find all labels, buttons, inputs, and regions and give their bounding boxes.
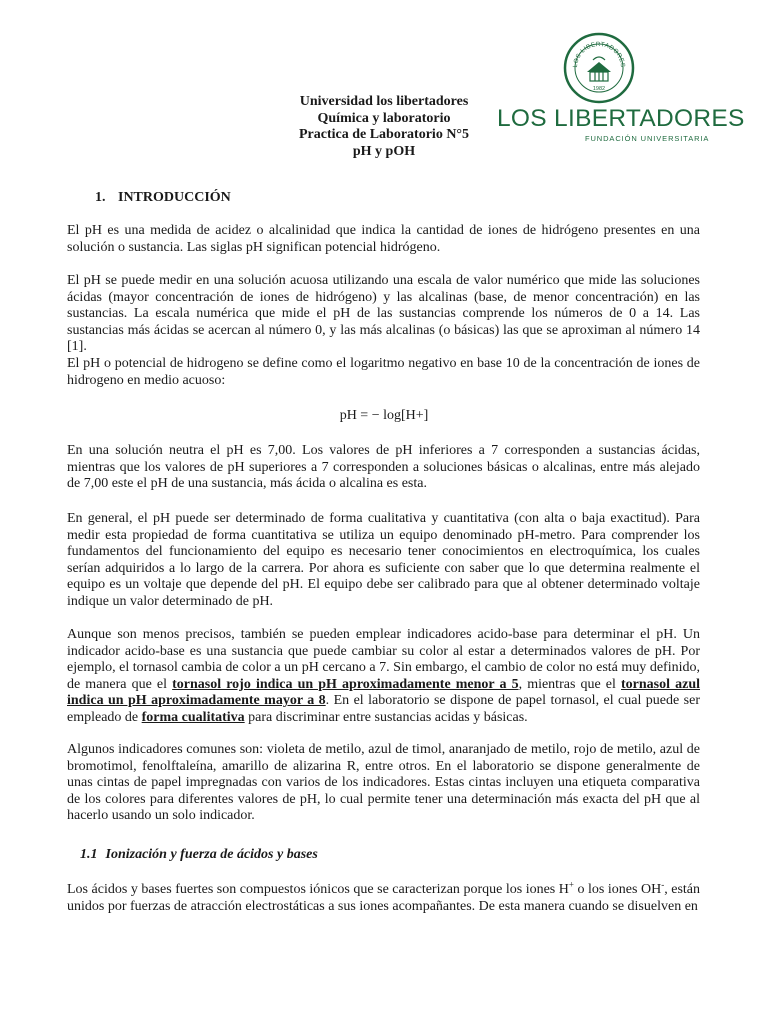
section-title: INTRODUCCIÓN (118, 190, 231, 205)
p6-text-2: , mientras que el (518, 676, 622, 692)
header-university: Universidad los libertadores (299, 94, 469, 109)
university-seal-icon (563, 32, 635, 104)
header-course: Química y laboratorio (317, 110, 451, 126)
paragraph-1: El pH es una medida de acidez o alcalinidad que indica la cantidad de iones de hidrógeno presentes en una solución o sustancia. Las siglas pH significan potencial hidrógeno. (67, 223, 700, 255)
p6-text-4: para discriminar entre sustancias acidas y básicas. (244, 709, 528, 725)
p8-superscript-plus: + (568, 879, 574, 890)
subsection-title: Ionización y fuerza de ácidos y bases (105, 847, 318, 862)
p6-text-3: . En el laboratorio se dispone de papel tornasol, el cual puede ser empleado de (67, 693, 700, 725)
header-practice: Practica de Laboratorio N°5 (298, 127, 470, 142)
document-header (250, 94, 518, 160)
p6-emphasis-forma-cualitativa: forma cualitativa (141, 709, 245, 725)
header-topic: pH y pOH (352, 143, 416, 159)
paragraph-2: El pH se puede medir en una solución acuosa utilizando una escala de valor numérico que mide las soluciones ácidas (mayor concentración de iones de hidrógeno) y las alcalinas (base, de menor concentración) en las sustancias. La escala numérica que mide el pH de las sustancias comprende los números de 0 a 14. Las sustancias más ácidas se acercan al número 0, y las más alcalinas (o básicas) las que se aproximan al número 14 [1]. (67, 273, 700, 354)
logo-subtitle: FUNDACIÓN UNIVERSITARIA (585, 134, 710, 143)
paragraph-7: Algunos indicadores comunes son: violeta de metilo, azul de timol, anaranjado de metilo, rojo de metilo, azul de bromotimol, fenolftaleína, amarillo de alizarina R, entre otros. En el laboratorio se dispone generalmente de unas cintas de papel impregnadas con varios de los indicadores. Estas cintas incluyen una etiqueta comparativa de los colores para diferentes valores de pH, lo cual permite tener una determinación más exacta del pH que al hacerlo usando un solo indicador. (67, 742, 700, 823)
university-logo (497, 32, 745, 147)
p6-emphasis-tornasol-azul: tornasol azul indica un pH aproximadamente mayor a 8 (67, 676, 701, 708)
seal-top-text: LOS LIBERTADORES (571, 40, 627, 68)
seal-year: 1982 (592, 86, 606, 92)
logo-brand-text: LOS LIBERTADORES (497, 105, 745, 132)
p6-text-1: Aunque son menos precisos, también se pueden emplear indicadores acido-base para determinar el pH. Un indicador acido-base es una sustancia que puede cambiar su color al estar a determinados valores de pH. Por ejemplo, el tornasol cambia de color a un pH cercano a 7. Sin embargo, el cambio de color no está muy definido, de manera que el (67, 627, 700, 692)
paragraph-8 (67, 879, 700, 915)
paragraph-5: En general, el pH puede ser determinado de forma cualitativa y cuantitativa (con alta o baja exactitud). Para medir esta propiedad de forma cuantitativa se utiliza un equipo denominado pH-metro. Para comprender los fundamentos del funcionamiento del equipo es necesario tener conocimientos en electroquímica, los cuales serían adquiridos a lo largo de la carrera. Por ahora es suficiente con saber que lo que determina realmente el equipo es un voltaje que depende del pH. El equipo debe ser calibrado para que al obtener determinado voltaje indique un valor determinado de pH. (67, 511, 700, 609)
paragraph-4: En una solución neutra el pH es 7,00. Los valores de pH inferiores a 7 corresponden a sustancias ácidas, mientras que los valores de pH superiores a 7 corresponden a soluciones básicas o alcalinas, entre más alejado de 7,00 este el pH de una sustancia, más ácida o alcalina es esta. (67, 443, 700, 491)
section-heading-introduccion (95, 190, 231, 206)
p8-superscript-minus: - (661, 879, 665, 890)
p6-emphasis-tornasol-rojo: tornasol rojo indica un pH aproximadamente menor a 5 (172, 676, 519, 692)
paragraph-3: El pH o potencial de hidrogeno se define como el logaritmo negativo en base 10 de la concentración de iones de hidrogeno en medio acuoso: (67, 356, 700, 388)
section-number: 1. (95, 190, 106, 205)
subsection-number: 1.1 (80, 847, 98, 862)
p8-text-3: , están unidos por fuerzas de atracción electrostáticas a sus iones acompañantes. De esta manera cuando se disuelven en (67, 882, 700, 914)
ph-formula: pH = − log[H+] (339, 408, 429, 423)
p8-text-2: o los iones OH (573, 882, 662, 897)
paragraph-6 (67, 627, 700, 726)
subsection-heading-ionizacion (80, 847, 318, 863)
p8-text-1: Los ácidos y bases fuertes son compuestos iónicos que se caracterizan porque los iones H (67, 882, 569, 897)
